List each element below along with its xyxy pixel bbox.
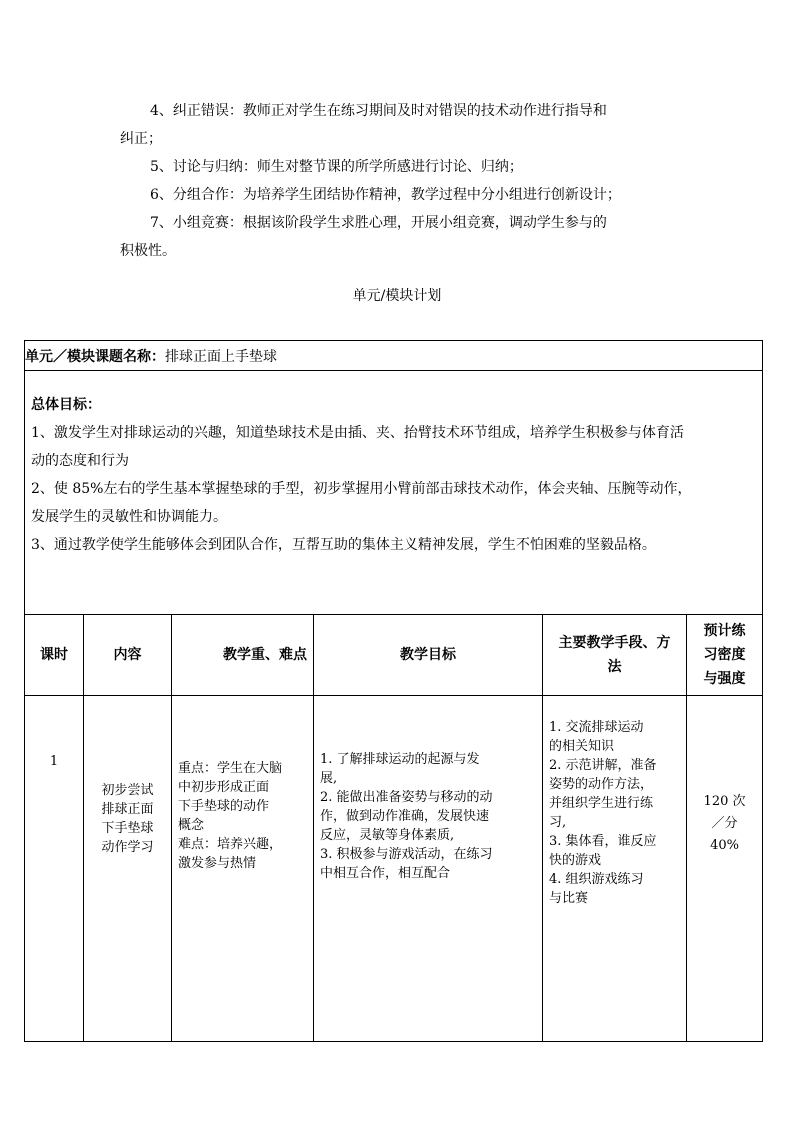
paragraph-line: 积极性。 bbox=[120, 243, 176, 259]
goals-row bbox=[25, 371, 763, 615]
cell-objectives-line: 2. 能做出准备姿势与移动的动 bbox=[320, 790, 493, 805]
cell-content-line: 初步尝试 bbox=[101, 783, 154, 798]
header-focus bbox=[172, 615, 314, 696]
paragraph-group-cooperation bbox=[120, 181, 680, 209]
cell-methods-line: 并组织学生进行练 bbox=[549, 796, 654, 811]
paragraph-discussion bbox=[120, 153, 680, 181]
cell-objectives bbox=[314, 696, 543, 1042]
header-content: 内容 bbox=[84, 615, 172, 696]
paragraph-line: 7、小组竞赛：根据该阶段学生求胜心理，开展小组竞赛，调动学生参与的 bbox=[150, 215, 607, 231]
cell-objectives-line: 反应，灵敏等身体素质, bbox=[320, 828, 455, 843]
cell-objectives-line: 1. 了解排球运动的起源与发 bbox=[320, 752, 480, 767]
cell-methods-line: 3. 集体看，谁反应 bbox=[549, 834, 657, 849]
header-focus-text: 教学重、难点 bbox=[223, 647, 307, 663]
header-methods-line: 法 bbox=[607, 659, 622, 675]
plan-title: 单元/模块计划 bbox=[352, 288, 442, 304]
cell-focus-line: 中初步形成正面 bbox=[178, 780, 270, 795]
cell-objectives-line: 3. 积极参与游戏活动，在练习 bbox=[320, 847, 493, 862]
unit-plan-table bbox=[24, 340, 763, 1042]
goal-line: 3、通过教学使学生能够体会到团队合作，互帮互助的集体主义精神发展，学生不怕困难的坚毅品格。 bbox=[31, 537, 656, 553]
cell-objectives-line: 展, bbox=[320, 771, 338, 786]
cell-content bbox=[84, 696, 172, 1042]
cell-density-line: 40% bbox=[710, 838, 739, 853]
cell-content-line: 排球正面 bbox=[101, 802, 154, 817]
cell-methods-line: 姿势的动作方法， bbox=[549, 777, 654, 792]
header-density-line: 与强度 bbox=[703, 671, 746, 687]
header-methods-line: 主要教学手段、方 bbox=[558, 635, 671, 651]
unit-name-label: 单元／模块课题名称： bbox=[25, 348, 165, 365]
cell-methods-line: 1. 交流排球运动 bbox=[549, 720, 644, 735]
cell-methods-line: 4. 组织游戏练习 bbox=[549, 872, 644, 887]
cell-focus-line: 下手垫球的动作 bbox=[178, 799, 270, 814]
cell-content-line: 动作学习 bbox=[101, 840, 154, 855]
table-row bbox=[25, 696, 763, 1042]
cell-lesson bbox=[25, 696, 84, 1042]
header-density bbox=[687, 615, 763, 696]
paragraph-line: 6、分组合作：为培养学生团结协作精神，教学过程中分小组进行创新设计； bbox=[150, 187, 621, 203]
goal-line: 1、激发学生对排球运动的兴趣，知道垫球技术是由插、夹、抬臂技术环节组成，培养学生积极参与体育活 bbox=[31, 425, 684, 441]
cell-methods-line: 与比赛 bbox=[549, 891, 589, 906]
goal-line: 2、使 85%左右的学生基本掌握垫球的手型，初步掌握用小臂前部击球技术动作，体会夹轴、压腕等动作， bbox=[31, 481, 692, 497]
cell-focus-line: 激发参与热情 bbox=[178, 856, 257, 871]
paragraph-group-competition bbox=[120, 209, 680, 265]
cell-content-line: 下手垫球 bbox=[101, 821, 154, 836]
cell-focus-line: 概念 bbox=[178, 818, 205, 833]
header-density-line: 习密度 bbox=[703, 647, 746, 663]
header-objectives: 教学目标 bbox=[314, 615, 543, 696]
cell-methods bbox=[543, 696, 687, 1042]
unit-name-cell bbox=[25, 341, 763, 371]
cell-lesson-value: 1 bbox=[49, 754, 59, 769]
cell-density-line: 120 次 bbox=[703, 794, 746, 809]
cell-methods-line: 习, bbox=[549, 815, 567, 830]
goal-line: 动的态度和行为 bbox=[31, 453, 129, 469]
cell-objectives-line: 中相互合作，相互配合 bbox=[320, 866, 451, 881]
cell-density-line: ／分 bbox=[711, 816, 738, 831]
goals-title: 总体目标： bbox=[31, 397, 101, 413]
cell-focus-line: 重点：学生在大脑 bbox=[178, 761, 283, 776]
table-header-row bbox=[25, 615, 763, 696]
unit-name-value: 排球正面上手垫球 bbox=[165, 348, 277, 365]
goal-line: 发展学生的灵敏性和协调能力。 bbox=[31, 509, 227, 525]
unit-name-row bbox=[25, 341, 763, 371]
header-lesson: 课时 bbox=[25, 615, 84, 696]
cell-focus-line: 难点：培养兴趣， bbox=[178, 837, 283, 852]
cell-methods-line: 2. 示范讲解，准备 bbox=[549, 758, 657, 773]
header-methods bbox=[543, 615, 687, 696]
cell-focus bbox=[172, 696, 314, 1042]
paragraph-line: 5、讨论与归纳：师生对整节课的所学所感进行讨论、归纳； bbox=[150, 159, 523, 175]
goals-cell bbox=[25, 371, 763, 615]
cell-methods-line: 的相关知识 bbox=[549, 739, 615, 754]
paragraph-correct-errors bbox=[120, 97, 680, 153]
paragraph-line: 4、纠正错误：教师正对学生在练习期间及时对错误的技术动作进行指导和 bbox=[150, 103, 607, 119]
header-density-line: 预计练 bbox=[703, 623, 746, 639]
cell-objectives-line: 作，做到动作准确，发展快速 bbox=[320, 809, 490, 824]
cell-density bbox=[687, 696, 763, 1042]
paragraph-line: 纠正； bbox=[120, 131, 162, 147]
cell-methods-line: 快的游戏 bbox=[549, 853, 602, 868]
